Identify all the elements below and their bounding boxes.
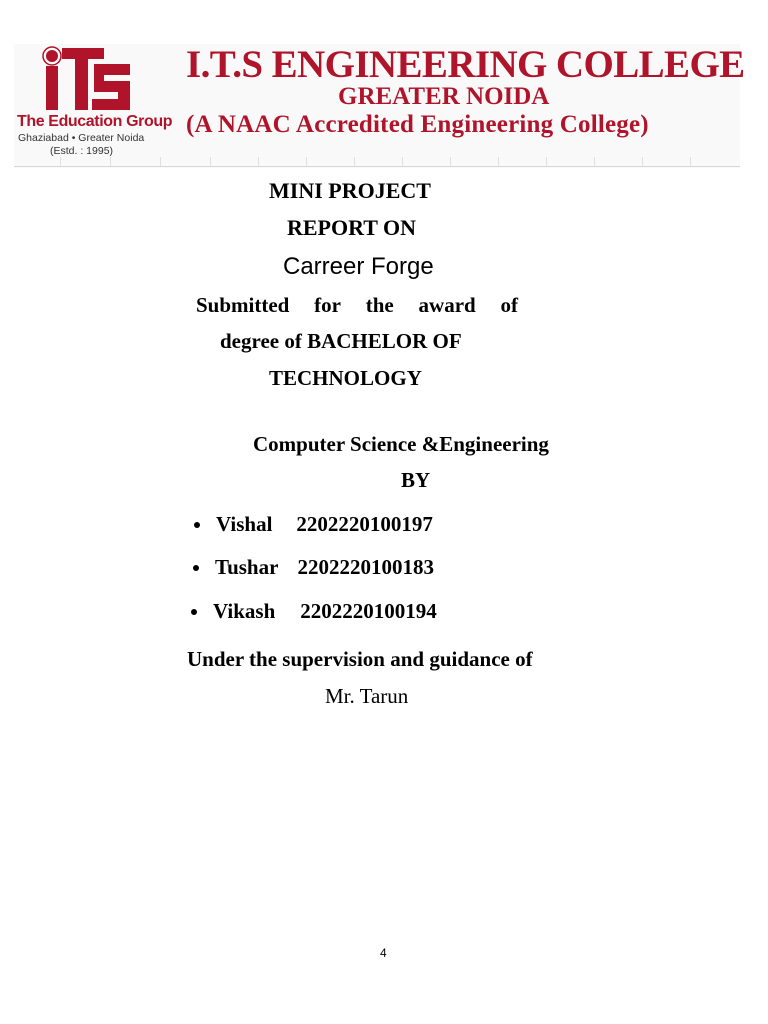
student-roll-number: 2202220100194 — [300, 599, 437, 623]
banner-tick — [402, 157, 403, 166]
page-number: 4 — [380, 946, 387, 960]
student-name: Vishal — [216, 512, 273, 536]
bullet-icon — [191, 609, 197, 615]
title-line-2: REPORT ON — [287, 215, 417, 240]
student-item — [193, 555, 434, 580]
project-name: Carreer Forge — [283, 253, 434, 280]
established-year: (Estd. : 1995) — [50, 145, 114, 157]
college-accreditation: (A NAAC Accredited Engineering College) — [186, 111, 649, 138]
banner-tick — [110, 157, 111, 166]
award-word: award — [418, 293, 476, 317]
award-line-2: degree of BACHELOR OF — [220, 329, 462, 353]
banner-divider — [14, 166, 740, 167]
banner-tick — [498, 157, 499, 166]
college-city: GREATER NOIDA — [338, 83, 550, 110]
its-logo-icon — [42, 46, 132, 112]
banner-tick — [354, 157, 355, 166]
banner-tick — [594, 157, 595, 166]
banner-tick — [642, 157, 643, 166]
bullet-icon — [194, 522, 200, 528]
award-word: of — [500, 293, 518, 317]
banner-tick — [306, 157, 307, 166]
student-roll-number: 2202220100197 — [296, 512, 433, 536]
student-name: Tushar — [215, 555, 279, 579]
award-word: the — [365, 293, 394, 317]
banner-tick — [60, 157, 61, 166]
student-item — [194, 512, 433, 537]
banner-tick — [690, 157, 691, 166]
banner-tick — [160, 157, 161, 166]
student-name: Vikash — [213, 599, 276, 623]
award-line-3: TECHNOLOGY — [269, 366, 422, 390]
banner-tick — [546, 157, 547, 166]
education-group-label: The Education Group — [17, 113, 173, 130]
student-item — [191, 599, 437, 624]
supervisor-name: Mr. Tarun — [325, 684, 409, 708]
banner-tick — [258, 157, 259, 166]
by-label: BY — [401, 468, 431, 492]
college-name: I.T.S ENGINEERING COLLEGE — [186, 43, 745, 86]
campus-locations: Ghaziabad • Greater Noida — [18, 132, 145, 144]
award-word: for — [314, 293, 341, 317]
supervision-label: Under the supervision and guidance of — [187, 647, 533, 671]
department: Computer Science &Engineering — [253, 432, 549, 456]
award-line-1 — [196, 293, 518, 318]
award-word: Submitted — [196, 293, 290, 317]
banner-tick — [210, 157, 211, 166]
bullet-icon — [193, 565, 199, 571]
title-line-1: MINI PROJECT — [269, 178, 431, 203]
banner-tick — [450, 157, 451, 166]
student-roll-number: 2202220100183 — [297, 555, 434, 579]
